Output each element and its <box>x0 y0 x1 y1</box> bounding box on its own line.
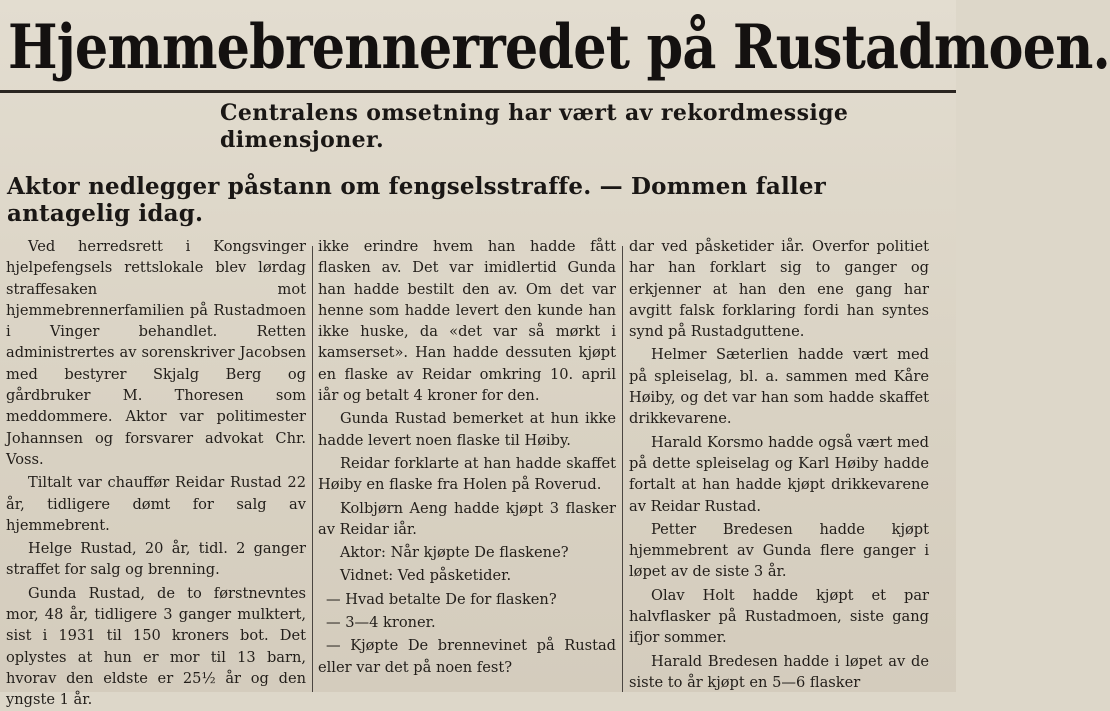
paragraph: ikke erindre hvem han hadde fått flasken av. Det var imidlertid Gunda han hadde bestilt den av. Om det var henne som hadde levert den kunde han ikke huske, da «det var så mørkt i kamserset». Han hadde dessuten kjøpt en flaske av Reidar omkring 10. april iår og betalt 4 kroner for den. <box>318 238 616 405</box>
paragraph: Tiltalt var chauffør Reidar Rustad 22 år, tidligere dømt for salg av hjemmebrent. <box>6 474 306 534</box>
paragraph: Vidnet: Ved påsketider. <box>340 567 512 585</box>
subheading-1: Centralens omsetning har vært av rekordmessige dimensjoner. <box>220 100 849 153</box>
paragraph: Gunda Rustad bemerket at hun ikke hadde levert noen flaske til Høiby. <box>318 410 616 449</box>
article-column-2 <box>318 236 616 692</box>
paragraph: Ved herredsrett i Kongsvinger hjelpefengsels rettslokale blev lørdag straffesaken mot hjemmebrennerfamilien på Rustadmoen i Vinger behandlet. Retten administrertes av sorenskriver Jacobsen med bestyrer Skjalg Berg og gårdbruker M. Thoresen som meddommere. Aktor var politimester Johannsen og forsvarer advokat Chr. Voss. <box>6 238 306 468</box>
headline: Hjemmebrennerredet på Rustadmoen. <box>8 12 1110 83</box>
paragraph: dar ved påsketider iår. Overfor politiet har han forklart sig to ganger og erkjenner at han den ene gang har avgitt falsk forklaring fordi han syntes synd på Rustadguttene. <box>629 238 929 341</box>
paragraph: — Kjøpte De brennevinet på Rustad eller var det på noen fest? <box>318 637 616 676</box>
paragraph: Harald Bredesen hadde i løpet av de siste to år kjøpt en 5—6 flasker <box>629 652 929 691</box>
paragraph: Kolbjørn Aeng hadde kjøpt 3 flasker av Reidar iår. <box>318 499 616 538</box>
paragraph: Helge Rustad, 20 år, tidl. 2 ganger straffet for salg og brenning. <box>6 540 306 579</box>
paragraph: Reidar forklarte at han hadde skaffet Høiby en flaske fra Holen på Roverud. <box>318 454 616 494</box>
article-column-1 <box>6 236 306 709</box>
article-column-3 <box>629 236 929 692</box>
paragraph: Gunda Rustad, de to førstnevntes mor, 48 år, tidligere 3 ganger mulktert, sist i 1931 til 150 kroners bot. Det oplystes at hun er mor til 13 barn, hvorav den eldste er 25½ år og den yngste 1 år. <box>6 584 306 709</box>
subheading-2: Aktor nedlegger påstann om fengselsstraffe. — Dommen faller antagelig idag. <box>7 173 826 227</box>
paragraph: Helmer Sæterlien hadde vært med på spleiselag, bl. a. sammen med Kåre Høiby, og det var han som hadde skaffet drikkevarene. <box>629 346 929 428</box>
paragraph: — 3—4 kroner. <box>326 614 436 632</box>
paragraph: Petter Bredesen hadde kjøpt hjemmebrent av Gunda flere ganger i løpet av de siste 3 år. <box>629 520 929 581</box>
paragraph: Aktor: Når kjøpte De flaskene? <box>340 544 569 562</box>
paragraph: Olav Holt hadde kjøpt et par halvflasker på Rustadmoen, siste gang ifjor sommer. <box>629 586 929 647</box>
paragraph: — Hvad betalte De for flasken? <box>326 590 557 608</box>
column-divider <box>622 246 623 692</box>
paragraph: Harald Korsmo hadde også vært med på dette spleiselag og Karl Høiby hadde fortalt at han hadde kjøpt drikkevarene av Reidar Rustad. <box>629 433 929 515</box>
column-divider <box>312 246 313 692</box>
headline-rule <box>0 90 956 93</box>
